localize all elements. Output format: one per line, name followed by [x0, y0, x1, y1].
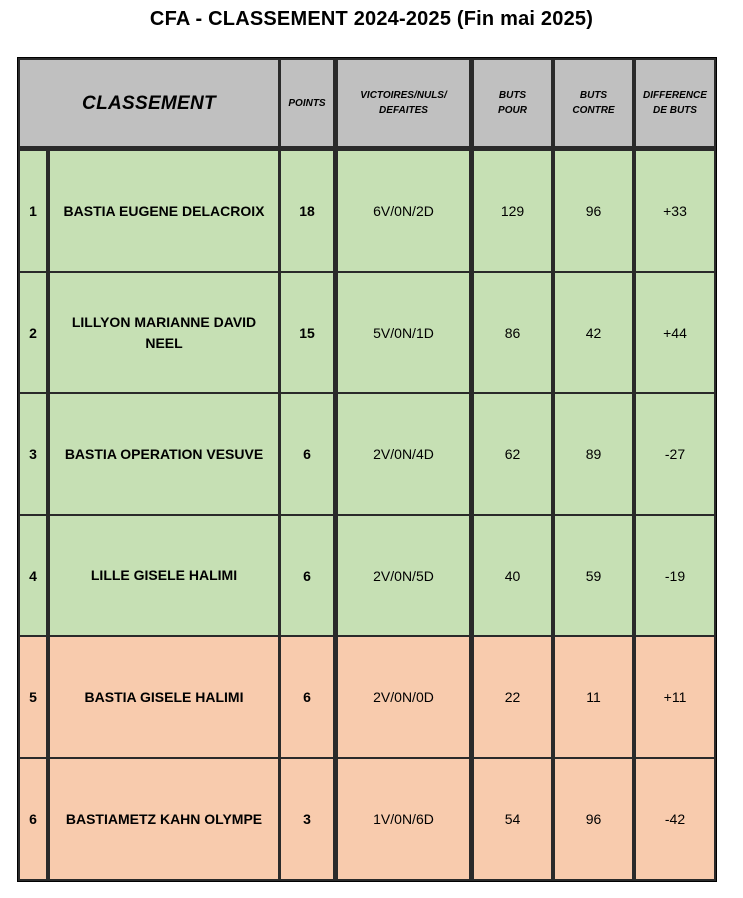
rank-cell: 5 — [20, 637, 46, 757]
difference-cell: +33 — [636, 151, 714, 271]
buts-contre-cell: 11 — [555, 637, 632, 757]
record-cell: 6V/0N/2D — [338, 151, 469, 271]
points-cell: 6 — [281, 516, 333, 635]
buts-contre-cell: 59 — [555, 516, 632, 635]
points-cell: 15 — [281, 273, 333, 392]
points-cell: 6 — [281, 637, 333, 757]
points-cell: 6 — [281, 394, 333, 514]
buts-contre-cell: 96 — [555, 759, 632, 879]
team-name-cell: BASTIAMETZ KAHN OLYMPE — [50, 759, 278, 879]
team-name-cell: LILLE GISELE HALIMI — [50, 516, 278, 635]
points-cell: 18 — [281, 151, 333, 271]
header-buts-pour: BUTS POUR — [474, 60, 551, 146]
standings-table — [17, 57, 717, 882]
buts-pour-cell: 86 — [474, 273, 551, 392]
points-cell: 3 — [281, 759, 333, 879]
buts-pour-cell: 62 — [474, 394, 551, 514]
difference-cell: +44 — [636, 273, 714, 392]
rank-cell: 1 — [20, 151, 46, 271]
record-cell: 5V/0N/1D — [338, 273, 469, 392]
header-record: VICTOIRES/NULS/ DEFAITES — [338, 60, 469, 146]
buts-pour-cell: 129 — [474, 151, 551, 271]
record-cell: 2V/0N/4D — [338, 394, 469, 514]
difference-cell: -42 — [636, 759, 714, 879]
rank-cell: 3 — [20, 394, 46, 514]
header-points: POINTS — [281, 60, 333, 146]
team-name-cell: BASTIA OPERATION VESUVE — [50, 394, 278, 514]
difference-cell: -19 — [636, 516, 714, 635]
buts-contre-cell: 42 — [555, 273, 632, 392]
difference-cell: +11 — [636, 637, 714, 757]
team-name-cell: LILLYON MARIANNE DAVID NEEL — [50, 273, 278, 392]
record-cell: 2V/0N/0D — [338, 637, 469, 757]
buts-pour-cell: 22 — [474, 637, 551, 757]
buts-contre-cell: 96 — [555, 151, 632, 271]
buts-pour-cell: 40 — [474, 516, 551, 635]
rank-cell: 2 — [20, 273, 46, 392]
header-buts-contre: BUTS CONTRE — [555, 60, 632, 146]
difference-cell: -27 — [636, 394, 714, 514]
header-classement: CLASSEMENT — [20, 60, 278, 146]
team-name-cell: BASTIA EUGENE DELACROIX — [50, 151, 278, 271]
buts-contre-cell: 89 — [555, 394, 632, 514]
team-name-cell: BASTIA GISELE HALIMI — [50, 637, 278, 757]
page-title: CFA - CLASSEMENT 2024-2025 (Fin mai 2025) — [149, 8, 594, 30]
header-difference: DIFFERENCE DE BUTS — [636, 60, 714, 146]
record-cell: 2V/0N/5D — [338, 516, 469, 635]
rank-cell: 6 — [20, 759, 46, 879]
buts-pour-cell: 54 — [474, 759, 551, 879]
rank-cell: 4 — [20, 516, 46, 635]
record-cell: 1V/0N/6D — [338, 759, 469, 879]
